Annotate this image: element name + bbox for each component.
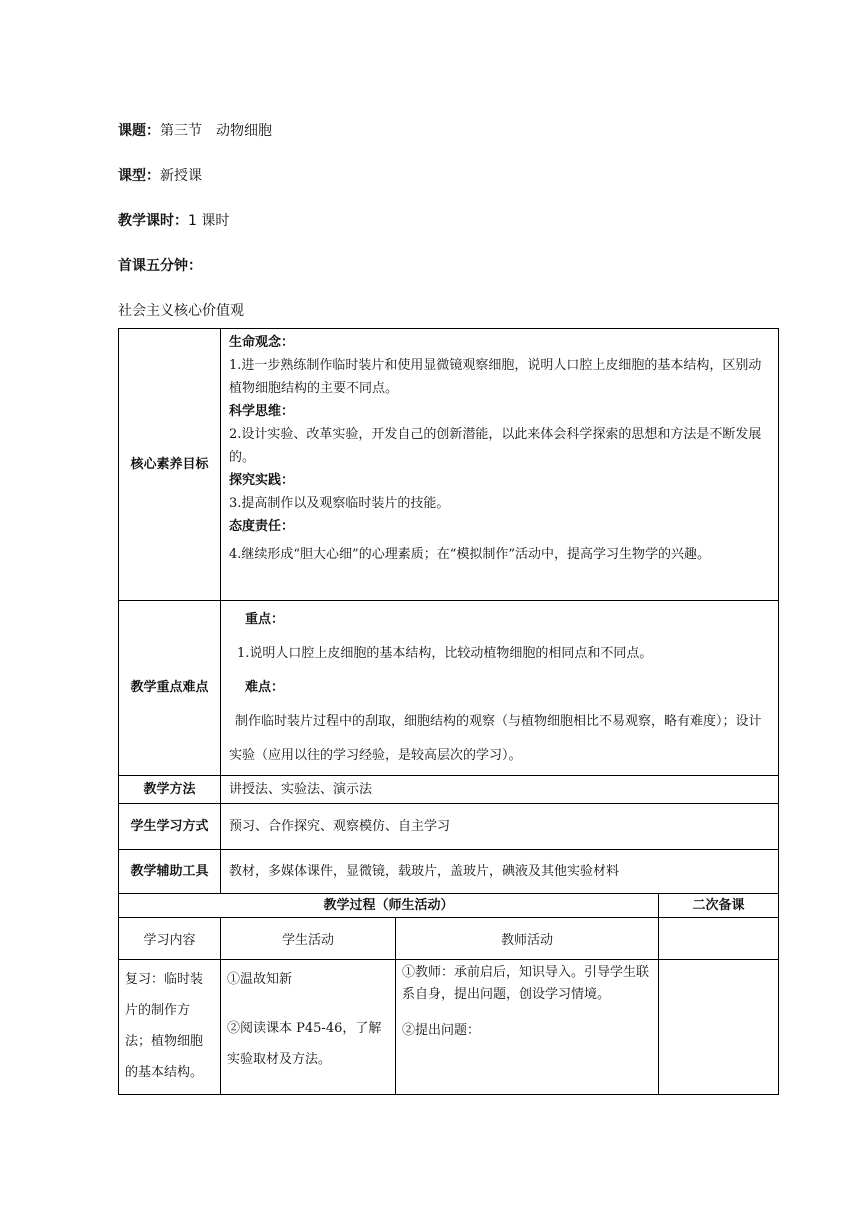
- inquiry-practice-text: 3.提高制作以及观察临时装片的技能。: [229, 496, 450, 511]
- process-header-row: [119, 918, 779, 960]
- key-points-label: 教学重点难点: [119, 601, 221, 776]
- col-second-prep: [659, 918, 779, 960]
- five-minute-line: [118, 255, 202, 275]
- attitude-text: 4.继续形成“胆大心细”的心理素质；在“模拟制作”活动中，提高学习生物学的兴趣。: [229, 547, 710, 562]
- col-teacher-activity: 教师活动: [396, 918, 659, 960]
- teacher-activity-1: ①教师：承前启后，知识导入。引导学生联系自身，提出问题，创设学习情境。: [402, 965, 650, 1002]
- review-student-activity: [221, 960, 396, 1095]
- method-label: 教学方法: [119, 776, 221, 804]
- review-second-prep: [659, 960, 779, 1095]
- key-heading: 重点：: [245, 612, 285, 627]
- tools-row: [119, 850, 779, 894]
- study-mode-row: [119, 804, 779, 850]
- student-activity-2: ②阅读课本 P45-46，了解实验取材及方法。: [227, 1021, 382, 1067]
- key-text: 1.说明人口腔上皮细胞的基本结构，比较动植物细胞的相同点和不同点。: [237, 646, 653, 661]
- review-teacher-activity: [396, 960, 659, 1095]
- scientific-thinking-heading: 科学思维：: [229, 404, 295, 419]
- tools-label: 教学辅助工具: [119, 850, 221, 894]
- lesson-type-value: 新授课: [160, 168, 202, 184]
- teacher-activity-2: ②提出问题：: [402, 1023, 481, 1038]
- lesson-type-line: [118, 165, 202, 185]
- process-title: 教学过程（师生活动）: [119, 894, 659, 918]
- second-prep-title: 二次备课: [659, 894, 779, 918]
- attitude-heading: 态度责任：: [229, 519, 295, 534]
- process-title-row: [119, 894, 779, 918]
- class-hours-label: 教学课时：: [118, 213, 188, 229]
- core-literacy-content: [221, 329, 779, 601]
- student-activity-1: ①温故知新: [227, 972, 293, 987]
- tools-value: 教材，多媒体课件，显微镜，载玻片，盖玻片，碘液及其他实验材料: [221, 850, 779, 894]
- five-minute-label: 首课五分钟：: [118, 258, 202, 274]
- class-hours-value: 1 课时: [188, 213, 230, 229]
- study-mode-label: 学生学习方式: [119, 804, 221, 850]
- life-concept-text: 1.进一步熟练制作临时装片和使用显微镜观察细胞，说明人口腔上皮细胞的基本结构，区别动植物细胞结构的主要不同点。: [229, 358, 762, 396]
- difficulty-text: 制作临时装片过程中的刮取，细胞结构的观察（与植物细胞相比不易观察，略有难度）；设计实验（应用以往的学习经验，是较高层次的学习）。: [229, 714, 762, 763]
- core-literacy-row: [119, 329, 779, 601]
- inquiry-practice-heading: 探究实践：: [229, 473, 295, 488]
- method-row: [119, 776, 779, 804]
- life-concept-heading: 生命观念：: [229, 335, 295, 350]
- col-student-activity: 学生活动: [221, 918, 396, 960]
- topic-label: 课题：: [118, 123, 160, 139]
- lesson-type-label: 课型：: [118, 168, 160, 184]
- lesson-plan-table: [118, 328, 779, 1095]
- core-values-line: 社会主义核心价值观: [118, 303, 244, 319]
- topic-value: 第三节 动物细胞: [160, 123, 272, 139]
- difficulty-heading: 难点：: [245, 680, 285, 695]
- col-learning-content: 学习内容: [119, 918, 221, 960]
- process-row-review: [119, 960, 779, 1095]
- key-points-row: [119, 601, 779, 776]
- review-content: 复习：临时装片的制作方法；植物细胞的基本结构。: [119, 960, 221, 1095]
- study-mode-value: 预习、合作探究、观察模仿、自主学习: [221, 804, 779, 850]
- scientific-thinking-text: 2.设计实验、改革实验，开发自己的创新潜能，以此来体会科学探索的思想和方法是不断发展的。: [229, 427, 762, 465]
- class-hours-line: [118, 210, 229, 230]
- key-points-content: [221, 601, 779, 776]
- method-value: 讲授法、实验法、演示法: [221, 776, 779, 804]
- topic-line: [118, 120, 272, 140]
- core-literacy-label: 核心素养目标: [119, 329, 221, 601]
